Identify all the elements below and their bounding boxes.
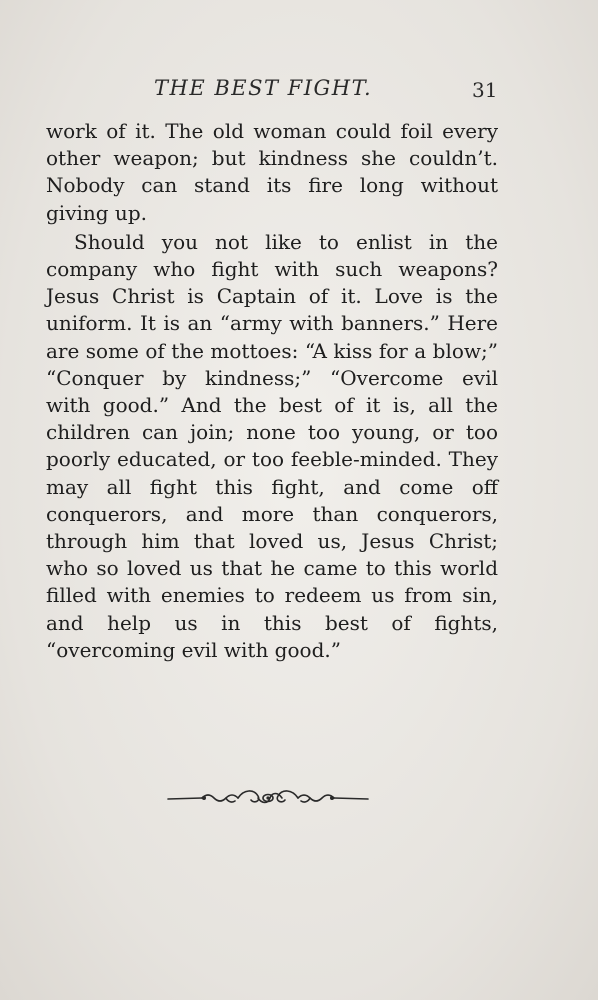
paragraph-enlist: Should you not like to enlist in the company who fight with such weapons? Jesus Christ is Captain of it. Love is the uniform. It is an “army with banners.” Here are some of the mottoes: “A kiss for a blow;” “Conquer by kindness;” “Overcome evil with good.” And the best of it is, all the children can join; none too young, or too poorly educated, or too feeble-minded. They may all fight this fight, and come off conquerors, and more than conquerors, through him that loved us, Jesus Christ; who so loved us that he came to this world filled with enemies to redeem us from sin, and help us in this best of fights, “overcoming evil with good.”	[46, 229, 498, 662]
floral-tailpiece-ornament-icon	[166, 788, 370, 808]
page-number: 31	[472, 78, 498, 102]
body-text	[46, 118, 498, 664]
running-head: THE BEST FIGHT.	[154, 76, 373, 100]
paragraph-continuation: work of it. The old woman could foil every other weapon; but kindness she couldn’t. Nobody can stand its fire long without giving up.	[46, 119, 498, 225]
